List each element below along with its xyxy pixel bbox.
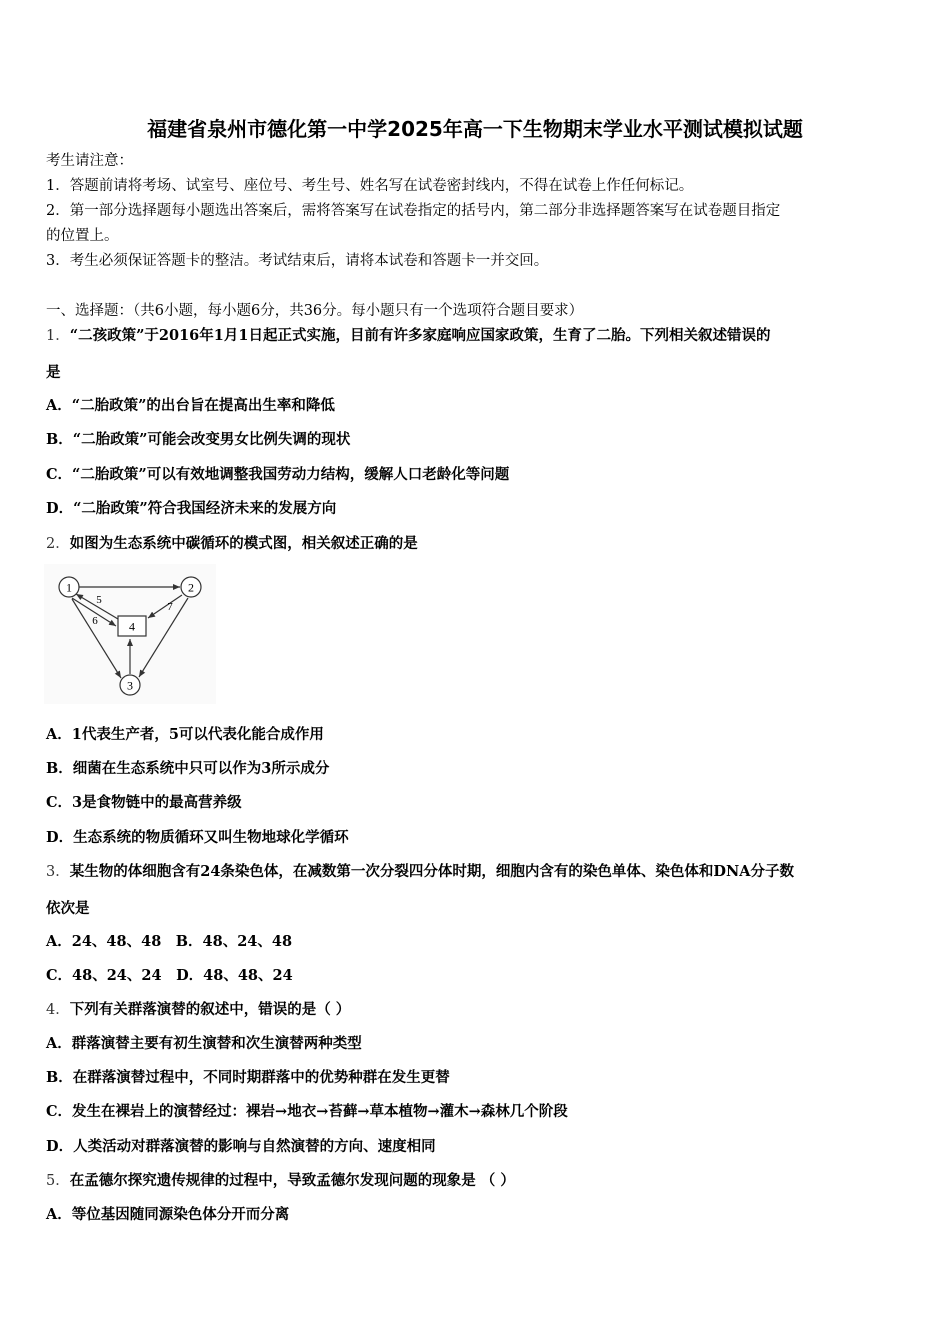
option-d: D．生态系统的物质循环又叫生物地球化学循环: [46, 829, 349, 846]
svg-text:1: 1: [66, 580, 72, 595]
question-number: 3．: [46, 864, 70, 880]
question-number: 2．: [46, 536, 70, 552]
option-a: A．等位基因随同源染色体分开而分离: [46, 1206, 290, 1223]
option-b: B．细菌在生态系统中只可以作为3所示成分: [46, 760, 330, 777]
question-number: 5．: [46, 1173, 70, 1189]
option-c: C．发生在裸岩上的演替经过：裸岩→地衣→苔藓→草本植物→灌木→森林几个阶段: [46, 1103, 568, 1120]
node-4: [118, 616, 146, 636]
notice-item: 2．第一部分选择题每小题选出答案后，需将答案写在试卷指定的括号内，第二部分非选择题答案写在试卷题目指定: [46, 203, 781, 219]
option-c: C．“二胎政策”可以有效地调整我国劳动力结构，缓解人口老龄化等问题: [46, 466, 510, 483]
node-2: [181, 577, 201, 597]
edge-label-6: 6: [92, 615, 98, 627]
svg-text:4: 4: [129, 619, 135, 634]
svg-text:2: 2: [188, 580, 194, 595]
question-number: 4．: [46, 1002, 70, 1018]
option-cd: C．48、24、24 D．48、48、24: [46, 967, 293, 984]
option-c: C．3是食物链中的最高营养级: [46, 794, 242, 811]
question-3-stem-cont: 依次是: [46, 900, 90, 917]
edge-label-5: 5: [96, 594, 102, 606]
question-3-stem: [46, 862, 912, 882]
node-1: [59, 577, 79, 597]
question-1-stem: [46, 326, 912, 346]
question-text: “二孩政策”于2016年1月1日起正式实施，目前有许多家庭响应国家政策，生育了二胎。下列相关叙述错误的: [69, 327, 771, 344]
option-b: B．“二胎政策”可能会改变男女比例失调的现状: [46, 431, 351, 448]
notice-item: 1．答题前请将考场、试室号、座位号、考生号、姓名写在试卷密封线内，不得在试卷上作任何标记。: [46, 178, 694, 194]
edge-label-7: 7: [167, 601, 173, 613]
notice-item: 的位置上。: [46, 228, 119, 244]
question-number: 1．: [46, 328, 70, 344]
option-b: B．在群落演替过程中，不同时期群落中的优势种群在发生更替: [46, 1069, 450, 1086]
question-text: 下列有关群落演替的叙述中，错误的是（ ）: [69, 1001, 351, 1018]
question-2-stem: [46, 534, 912, 554]
page-title: 福建省泉州市德化第一中学2025年高一下生物期末学业水平测试模拟试题: [147, 117, 803, 141]
option-a: A．1代表生产者，5可以代表化能合成作用: [46, 726, 324, 743]
question-5-stem: [46, 1171, 912, 1191]
section-header: 一、选择题：（共6小题，每小题6分，共36分。每小题只有一个选项符合题目要求）: [46, 303, 584, 319]
option-a: A．群落演替主要有初生演替和次生演替两种类型: [46, 1035, 362, 1052]
question-1-stem-cont: 是: [46, 364, 61, 381]
option-a: A．“二胎政策”的出台旨在提高出生率和降低: [46, 397, 335, 414]
question-4-stem: [46, 1000, 912, 1020]
option-d: D．“二胎政策”符合我国经济未来的发展方向: [46, 500, 337, 517]
notice-heading: 考生请注意：: [46, 153, 133, 169]
node-3: [120, 675, 140, 695]
option-d: D．人类活动对群落演替的影响与自然演替的方向、速度相同: [46, 1138, 436, 1155]
notice-item: 3．考生必须保证答题卡的整洁。考试结束后，请将本试卷和答题卡一并交回。: [46, 253, 549, 269]
carbon-cycle-diagram: [44, 564, 216, 704]
option-ab: A．24、48、48 B．48、24、48: [46, 933, 293, 950]
question-text: 如图为生态系统中碳循环的模式图，相关叙述正确的是: [69, 535, 418, 552]
svg-text:3: 3: [127, 678, 133, 693]
question-text: 在孟德尔探究遗传规律的过程中，导致孟德尔发现问题的现象是 （ ）: [69, 1172, 515, 1189]
question-text: 某生物的体细胞含有24条染色体，在减数第一次分裂四分体时期，细胞内含有的染色单体、染色体和DNA分子数: [69, 863, 794, 880]
